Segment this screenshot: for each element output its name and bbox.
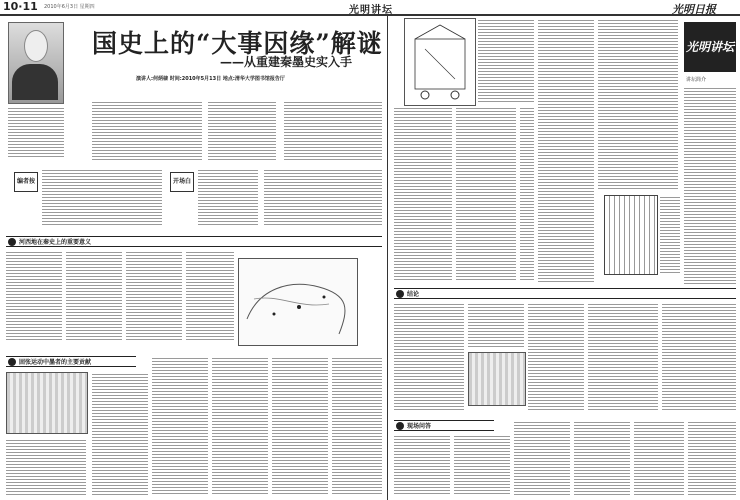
section-header-4 bbox=[394, 420, 494, 431]
portrait-body bbox=[12, 64, 58, 100]
right-col-2 bbox=[456, 106, 516, 282]
cartoon-sketch bbox=[405, 19, 475, 105]
opening-tag: 开场白 bbox=[170, 172, 194, 192]
conclusion-col-2 bbox=[468, 302, 524, 348]
bottom-col-1 bbox=[6, 438, 86, 496]
speaker-bio-text bbox=[8, 106, 64, 158]
article-subtitle: ——从重建秦墨史实入手 bbox=[220, 55, 353, 69]
right-col-gap bbox=[520, 106, 534, 282]
section-badge-icon bbox=[396, 290, 404, 298]
section-badge-icon bbox=[8, 358, 16, 366]
cartoon-illustration bbox=[404, 18, 476, 106]
masthead: 光明日报 bbox=[672, 3, 716, 16]
opening-text-1 bbox=[198, 168, 258, 226]
historical-map bbox=[238, 258, 358, 346]
conclusion-col-3 bbox=[528, 302, 584, 412]
column-intro-text bbox=[684, 86, 736, 286]
column-logo: 光明讲坛 bbox=[684, 22, 736, 72]
intro-text-col-1 bbox=[92, 100, 202, 160]
bottom-col-3 bbox=[152, 356, 208, 496]
body-col-1 bbox=[6, 250, 62, 342]
bottom-col-2 bbox=[92, 372, 148, 496]
map-sketch bbox=[239, 259, 357, 345]
article-title: 国史上的“大事因缘”解谜 bbox=[92, 29, 383, 58]
page-number: 10·11 bbox=[3, 0, 38, 13]
opening-text-2 bbox=[264, 168, 382, 226]
portrait-head bbox=[24, 30, 48, 62]
intro-text-col-3 bbox=[284, 100, 382, 160]
section-title-4: 现场问答 bbox=[407, 423, 432, 430]
editor-note-text bbox=[42, 168, 162, 226]
table-caption bbox=[660, 195, 680, 273]
chronology-table bbox=[604, 195, 658, 275]
intro-text-col-2 bbox=[208, 100, 276, 160]
qa-col-5 bbox=[634, 420, 684, 496]
column-intro-heading: 讲坛简介 bbox=[686, 77, 707, 83]
conclusion-col-4 bbox=[588, 302, 658, 412]
device-photo bbox=[468, 352, 526, 406]
qa-col-6 bbox=[688, 420, 736, 496]
qa-col-4 bbox=[574, 420, 630, 496]
section-header-2 bbox=[6, 356, 136, 367]
body-col-4 bbox=[186, 250, 234, 342]
body-col-3 bbox=[126, 250, 182, 342]
qa-col-3 bbox=[514, 420, 570, 496]
body-col-2 bbox=[66, 250, 122, 342]
conclusion-col-5 bbox=[662, 302, 736, 412]
right-col-4 bbox=[598, 18, 678, 190]
lecture-meta: 演讲人:何炳棣 时间:2010年5月13日 地点:清华大学图书馆报告厅 bbox=[136, 76, 285, 82]
section-badge-icon bbox=[396, 422, 404, 430]
page-divider bbox=[387, 16, 388, 500]
bottom-col-4 bbox=[212, 356, 268, 496]
section-header-3 bbox=[394, 288, 736, 299]
editor-note-tag: 编者按 bbox=[14, 172, 38, 192]
bottom-col-6 bbox=[332, 356, 382, 496]
section-title-3: 结论 bbox=[407, 291, 420, 298]
manuscript-photo bbox=[6, 372, 88, 434]
right-col-1 bbox=[394, 106, 452, 282]
section-name: 光明讲坛 bbox=[349, 5, 393, 16]
right-col-3 bbox=[538, 18, 594, 282]
section-title-1: 河西地在秦史上的重要意义 bbox=[19, 239, 92, 246]
section-title-2: 固张运动中墨者的主要贡献 bbox=[19, 359, 92, 366]
qa-col-1 bbox=[394, 434, 450, 496]
conclusion-col-1 bbox=[394, 302, 464, 412]
right-top-col-1 bbox=[478, 18, 534, 102]
section-badge-icon bbox=[8, 238, 16, 246]
section-header-1 bbox=[6, 236, 382, 247]
qa-col-2 bbox=[454, 434, 510, 496]
date-line: 2010年6月3日 星期四 bbox=[44, 4, 95, 10]
bottom-col-5 bbox=[272, 356, 328, 496]
